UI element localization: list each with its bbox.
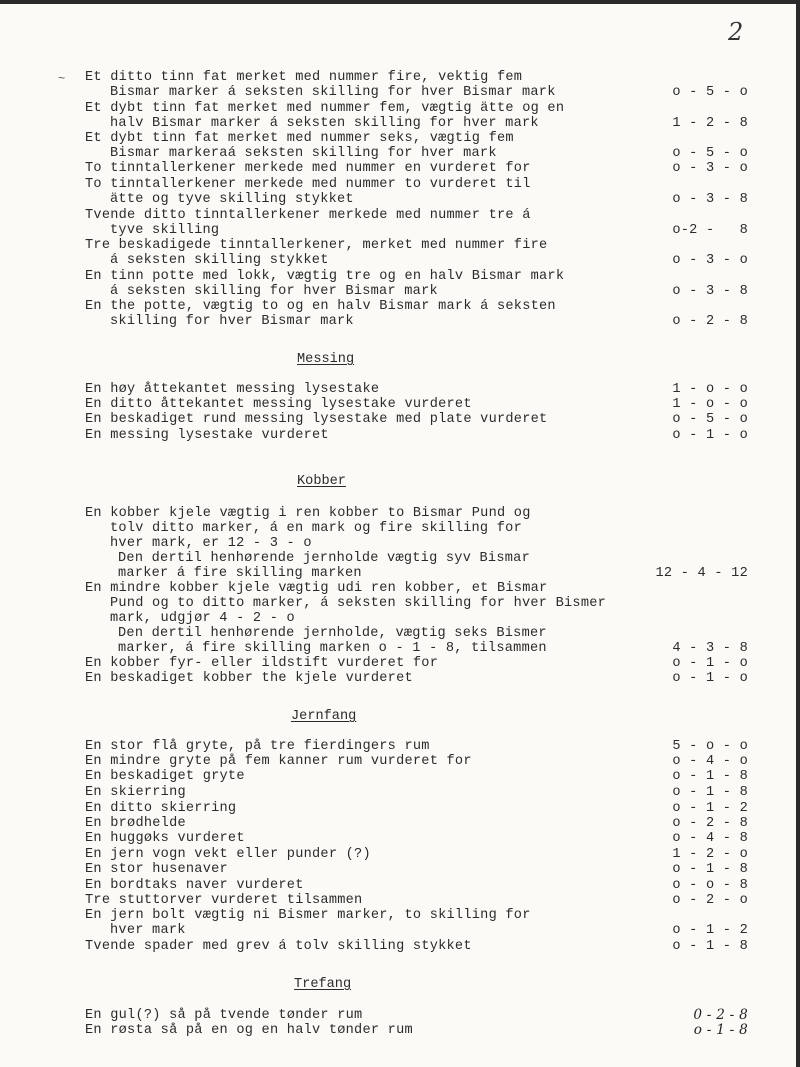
value-amount: 1 - 2 - 8 <box>672 116 748 131</box>
value-amount: 12 - 4 - 12 <box>655 566 748 581</box>
item-line: En messing lysestake vurderet <box>85 428 329 443</box>
item-line: marker, á fire skilling marken o - 1 - 8, tilsammen <box>118 641 547 656</box>
item-line: marker á fire skilling marken <box>118 566 362 581</box>
item-line: En beskadiget gryte <box>85 769 245 784</box>
item-line: En røsta så på en og en halv tønder rum <box>85 1023 413 1038</box>
value-amount: o-2 - 8 <box>672 223 748 238</box>
page-number: 2 <box>728 18 744 46</box>
item-line: tolv ditto marker, á en mark og fire skilling for <box>110 521 522 536</box>
item-line: Den dertil henhørende jernholde vægtig syv Bismar <box>118 551 530 566</box>
item-line: Tvende spader med grev á tolv skilling stykket <box>85 939 472 954</box>
item-line: ätte og tyve skilling stykket <box>110 192 354 207</box>
value-amount: o - 1 - 8 <box>693 1022 748 1038</box>
item-line: To tinntallerkener merkede med nummer en vurderet for <box>85 161 531 176</box>
value-amount: o - 1 - o <box>672 428 748 443</box>
item-line: hver mark <box>110 923 186 938</box>
item-line: En brødhelde <box>85 816 186 831</box>
item-line: Et dybt tinn fat merket med nummer seks, vægtig fem <box>85 131 514 146</box>
value-amount: o - 2 - 8 <box>672 816 748 831</box>
item-line: En beskadiget kobber the kjele vurderet <box>85 671 413 686</box>
item-line: Tvende ditto tinntallerkener merkede med nummer tre á <box>85 208 531 223</box>
value-amount: o - 3 - o <box>672 253 748 268</box>
item-line: Et dybt tinn fat merket med nummer fem, vægtig ätte og en <box>85 101 565 116</box>
item-line: En huggøks vurderet <box>85 831 245 846</box>
value-amount: 1 - 2 - o <box>672 847 748 862</box>
item-line: En stor husenaver <box>85 862 228 877</box>
item-line: á seksten skilling for hver Bismar mark <box>110 284 438 299</box>
item-line: En mindre kobber kjele vægtig udi ren kobber, et Bismar <box>85 581 548 596</box>
item-line: Bismar marker á seksten skilling for hver Bismar mark <box>110 85 556 100</box>
item-line: En stor flå gryte, på tre fierdingers rum <box>85 739 430 754</box>
section-heading: Jernfang <box>291 709 357 724</box>
item-line: mark, udgjør 4 - 2 - o <box>110 611 295 626</box>
item-line: En tinn potte med lokk, vægtig tre og en halv Bismar mark <box>85 269 565 284</box>
value-amount: o - 3 - o <box>672 161 748 176</box>
value-amount: o - 1 - 8 <box>672 862 748 877</box>
item-line: Den dertil henhørende jernholde, vægtig seks Bismer <box>118 626 547 641</box>
item-line: En jern vogn vekt eller punder (?) <box>85 847 371 862</box>
item-line: Et ditto tinn fat merket med nummer fire, vektig fem <box>85 70 523 85</box>
item-line: To tinntallerkener merkede med nummer to vurderet til <box>85 177 531 192</box>
value-amount: o - o - 8 <box>672 878 748 893</box>
value-amount: 0 - 2 - 8 <box>693 1007 748 1023</box>
value-amount: o - 4 - 8 <box>672 831 748 846</box>
value-amount: o - 1 - o <box>672 671 748 686</box>
item-line: á seksten skilling stykket <box>110 253 329 268</box>
value-amount: o - 3 - 8 <box>672 284 748 299</box>
value-amount: o - 1 - 8 <box>672 769 748 784</box>
value-amount: o - 4 - o <box>672 754 748 769</box>
item-line: En the potte, vægtig to og en halv Bismar mark á seksten <box>85 299 556 314</box>
section-heading: Kobber <box>297 474 346 489</box>
item-line: Tre stuttorver vurderet tilsammen <box>85 893 363 908</box>
item-line: En skierring <box>85 785 186 800</box>
value-amount: o - 1 - 2 <box>672 801 748 816</box>
item-line: skilling for hver Bismar mark <box>110 314 354 329</box>
item-line: En kobber kjele vægtig i ren kobber to Bismar Pund og <box>85 506 531 521</box>
item-line: tyve skilling <box>110 223 220 238</box>
item-line: hver mark, er 12 - 3 - o <box>110 536 312 551</box>
section-heading: Trefang <box>294 977 352 992</box>
item-line: En jern bolt vægtig ni Bismer marker, to skilling for <box>85 908 531 923</box>
item-line: Tre beskadigede tinntallerkener, merket med nummer fire <box>85 238 548 253</box>
item-line: Pund og to ditto marker, á seksten skilling for hver Bismer <box>110 596 607 611</box>
value-amount: o - 1 - o <box>672 656 748 671</box>
value-amount: o - 5 - o <box>672 412 748 427</box>
value-amount: 5 - o - o <box>672 739 748 754</box>
value-amount: o - 1 - 8 <box>672 939 748 954</box>
value-amount: o - 3 - 8 <box>672 192 748 207</box>
item-line: En kobber fyr- eller ildstift vurderet for <box>85 656 439 671</box>
value-amount: o - 5 - o <box>672 85 748 100</box>
value-amount: o - 2 - 8 <box>672 314 748 329</box>
margin-mark: ~ <box>58 72 66 86</box>
value-amount: 1 - o - o <box>672 397 748 412</box>
value-amount: 4 - 3 - 8 <box>672 641 748 656</box>
item-line: En bordtaks naver vurderet <box>85 878 304 893</box>
section-heading: Messing <box>297 352 355 367</box>
item-line: En ditto åttekantet messing lysestake vurderet <box>85 397 472 412</box>
item-line: En beskadiget rund messing lysestake med plate vurderet <box>85 412 548 427</box>
item-line: En høy åttekantet messing lysestake <box>85 382 380 397</box>
value-amount: o - 2 - o <box>672 893 748 908</box>
value-amount: o - 1 - 2 <box>672 923 748 938</box>
item-line: Bismar markeraá seksten skilling for hver mark <box>110 146 497 161</box>
value-amount: 1 - o - o <box>672 382 748 397</box>
item-line: En gul(?) så på tvende tønder rum <box>85 1008 363 1023</box>
item-line: halv Bismar marker á seksten skilling for hver mark <box>110 116 539 131</box>
value-amount: o - 5 - o <box>672 146 748 161</box>
item-line: En mindre gryte på fem kanner rum vurderet for <box>85 754 472 769</box>
value-amount: o - 1 - 8 <box>672 785 748 800</box>
item-line: En ditto skierring <box>85 801 237 816</box>
